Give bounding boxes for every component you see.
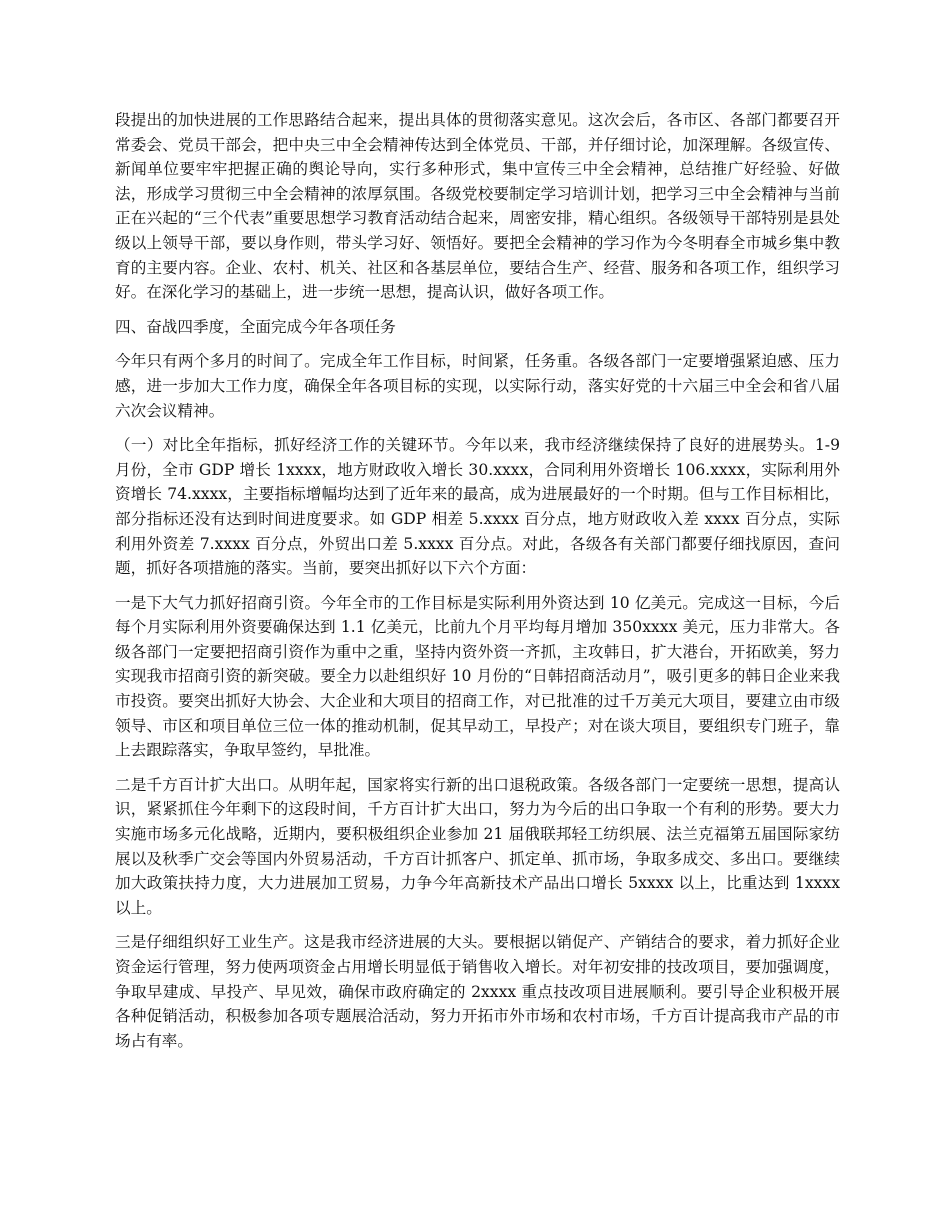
document-body: [115, 108, 840, 1063]
paragraph-export-expansion: 二是千方百计扩大出口。从明年起，国家将实行新的出口退税政策。各级各部门一定要统一思想，提高认识，紧紧抓住今年剩下的这段时间，千方百计扩大出口，努力为今后的出口争取一个有利的形势。要大力实施市场多元化战略，近期内，要积极组织企业参加 21 届俄联邦轻工纺织展、法兰克福第五届国际家纺展以及秋季广交会等国内外贸易活动，千方百计抓客户、抓定单、抓市场，争取多成交、多出口。要继续加大政策扶持力度，大力进展加工贸易，力争今年高新技术产品出口增长 5xxxx 以上，比重达到 1xxxx 以上。: [115, 775, 840, 917]
paragraph-industrial-production: 三是仔细组织好工业生产。这是我市经济进展的大头。要根据以销促产、产销结合的要求，着力抓好企业资金运行管理，努力使两项资金占用增长明显低于销售收入增长。对年初安排的技改项目，要加强调度，争取早建成、早投产、早见效，确保市政府确定的 2xxxx 重点技改项目进展顺利。要引导企业积极开展各种促销活动，积极参加各项专题展洽活动，努力开拓市外市场和农村市场，千方百计提高我市产品的市场占有率。: [115, 933, 840, 1050]
section-heading-fourth-quarter: 四、奋战四季度，全面完成今年各项任务: [115, 317, 396, 336]
paragraph-study-implementation: 段提出的加快进展的工作思路结合起来，提出具体的贯彻落实意见。这次会后，各市区、各部门都要召开常委会、党员干部会，把中央三中全会精神传达到全体党员、干部，并仔细讨论，加深理解。各级宣传、新闻单位要牢牢把握正确的舆论导向，实行多种形式，集中宣传三中全会精神，总结推广好经验、好做法，形成学习贯彻三中全会精神的浓厚氛围。各级党校要制定学习培训计划，把学习三中全会精神与当前正在兴起的“三个代表”重要思想学习教育活动结合起来，周密安排，精心组织。各级领导干部特别是县处级以上领导干部，要以身作则，带头学习好、领悟好。要把全会精神的学习作为今冬明春全市城乡集中教育的主要内容。企业、农村、机关、社区和各基层单位，要结合生产、经营、服务和各项工作，组织学习好。在深化学习的基础上，进一步统一思想，提高认识，做好各项工作。: [115, 111, 840, 302]
paragraph-time-urgent: 今年只有两个多月的时间了。完成全年工作目标，时间紧，任务重。各级各部门一定要增强紧迫感、压力感，进一步加大工作力度，确保全年各项目标的实现，以实际行动，落实好党的十六届三中全会和省八届六次会议精神。: [115, 352, 840, 420]
paragraph-economic-indicators: （一）对比全年指标，抓好经济工作的关键环节。今年以来，我市经济继续保持了良好的进展势头。1-9 月份，全市 GDP 增长 1xxxx，地方财政收入增长 30.xxxx，合同利用外资增长 106.xxxx，实际利用外资增长 74.xxxx，主要指标增幅均达到了近年来的最高，成为进展最好的一个时期。但与工作目标相比，部分指标还没有达到时间进度要求。如 GDP 相差 5.xxxx 百分点，地方财政收入差 xxxx 百分点，实际利用外资差 7.xxxx 百分点，外贸出口差 5.xxxx 百分点。对此，各级各有关部门都要仔细找原因，查问题，抓好各项措施的落实。当前，要突出抓好以下六个方面：: [115, 436, 840, 578]
paragraph-investment-attraction: 一是下大气力抓好招商引资。今年全市的工作目标是实际利用外资达到 10 亿美元。完成这一目标，今后每个月实际利用外资要确保达到 1.1 亿美元，比前九个月平均每月增加 350xxxx 美元，压力非常大。各级各部门一定要把招商引资作为重中之重，坚持内资外资一齐抓，主攻韩日，扩大港台，开拓欧美，努力实现我市招商引资的新突破。要全力以赴组织好 10 月份的“日韩招商活动月”，吸引更多的韩日企业来我市投资。要突出抓好大协会、大企业和大项目的招商工作，对已批准的过千万美元大项目，要建立由市级领导、市区和项目单位三位一体的推动机制，促其早动工，早投产；对在谈大项目，要组织专门班子，靠上去跟踪落实，争取早签约，早批准。: [115, 593, 840, 760]
